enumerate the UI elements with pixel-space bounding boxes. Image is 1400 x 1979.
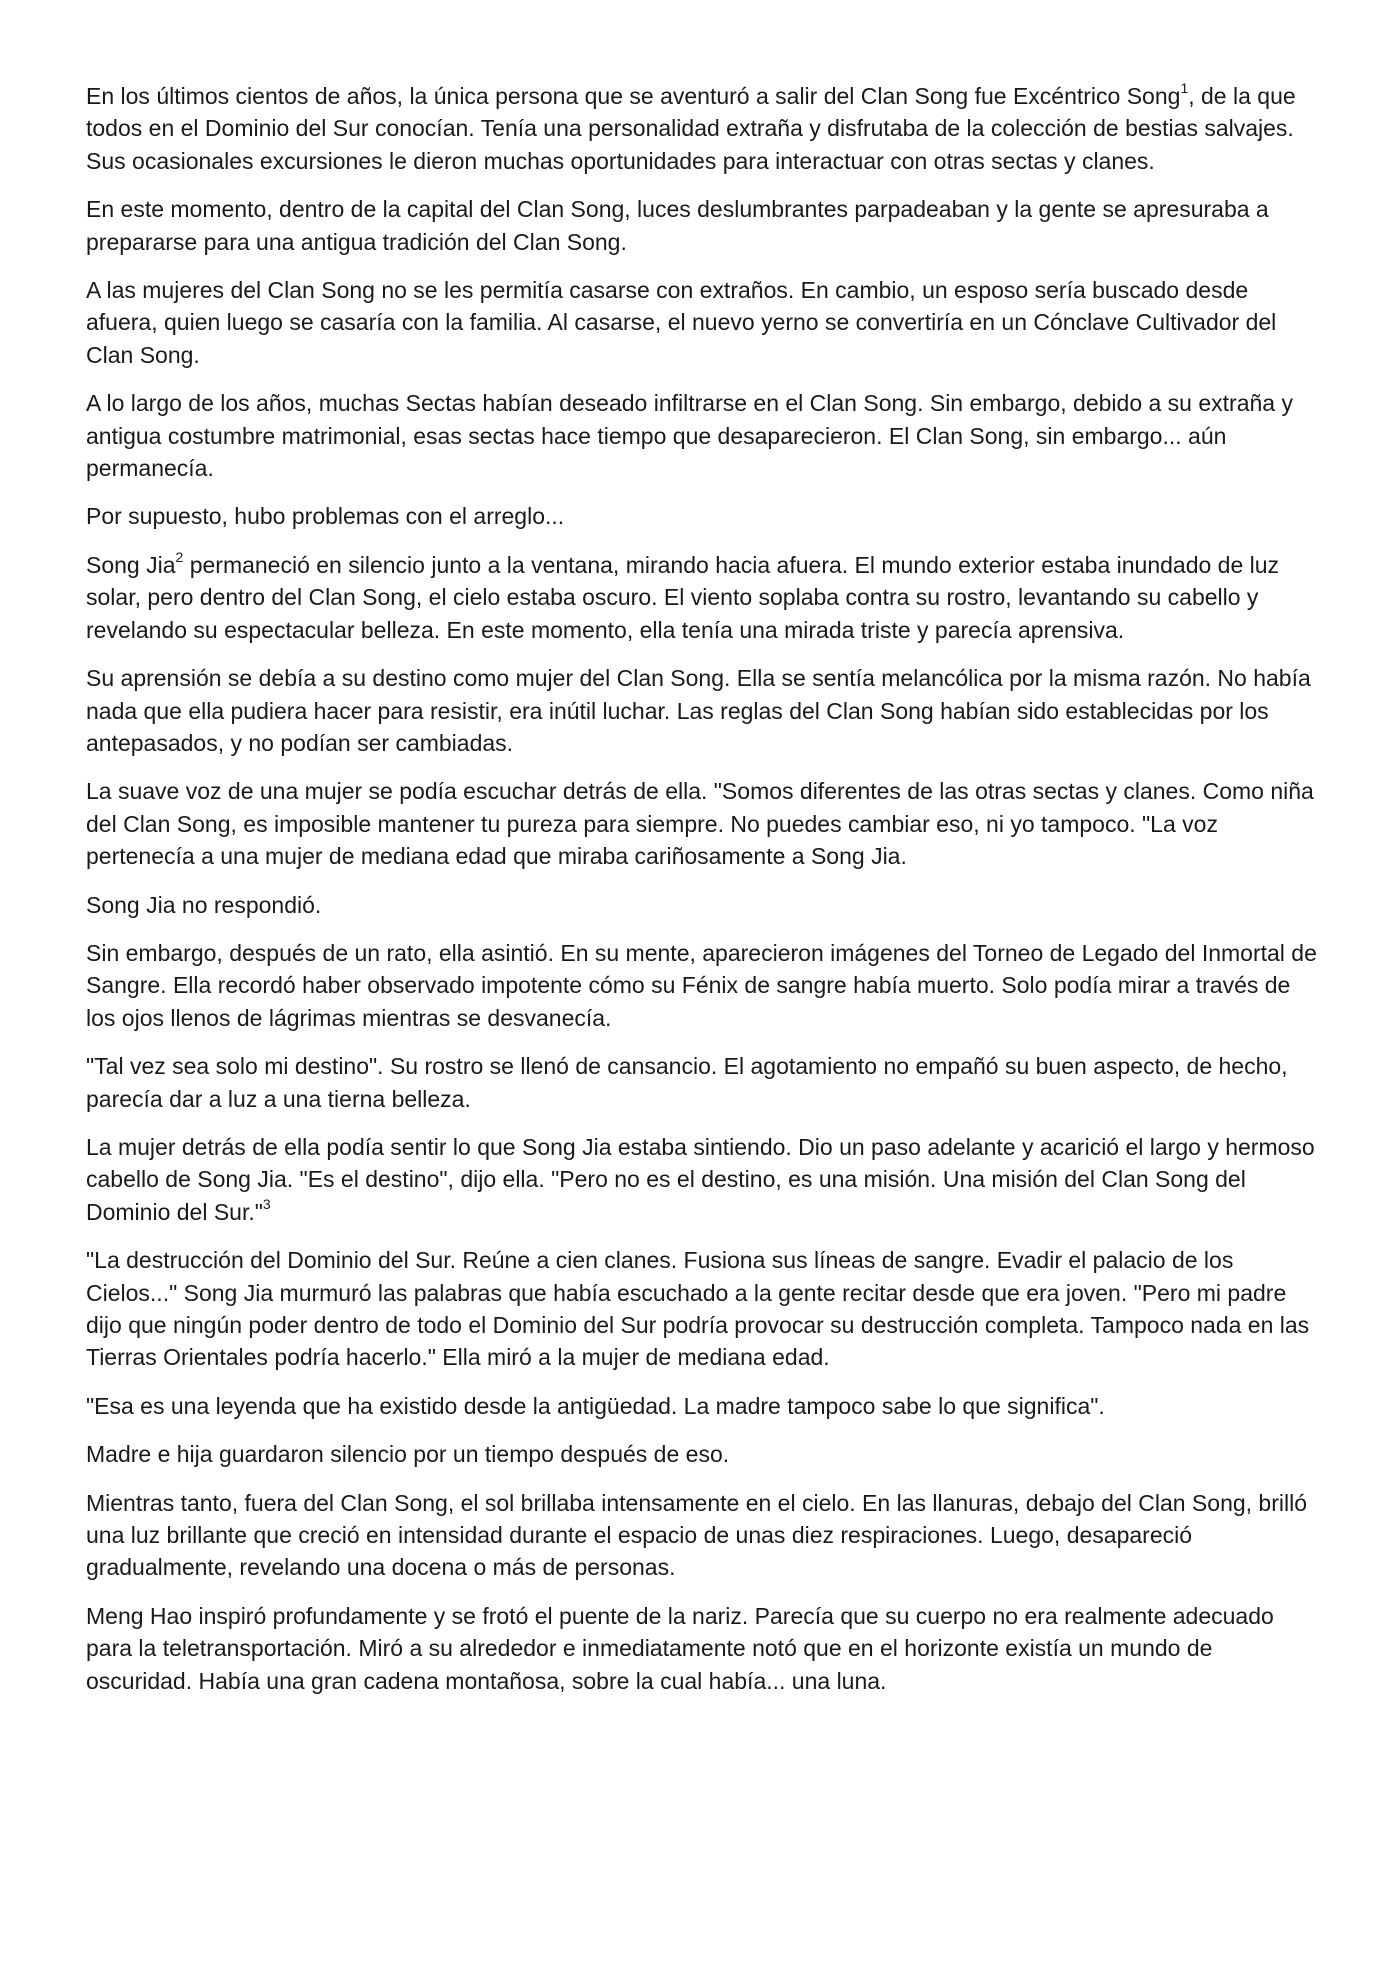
paragraph-16: Mientras tanto, fuera del Clan Song, el sol brillaba intensamente en el cielo. En las llanuras, debajo del Clan Song, brilló una luz brillante que creció en intensidad durante el espacio de unas diez respiraciones. Luego, desapareció gradualmente, revelando una docena o más de personas. xyxy=(86,1489,1307,1581)
paragraph-8: La suave voz de una mujer se podía escuchar detrás de ella. "Somos diferentes de las otras sectas y clanes. Como niña del Clan Song, es imposible mantener tu pureza para siempre. No puedes cambiar eso, ni yo tampoco. "La voz pertenecía a una mujer de mediana edad que miraba cariñosamente a Song Jia. xyxy=(86,778,1314,870)
paragraph-17: Meng Hao inspiró profundamente y se frotó el puente de la nariz. Parecía que su cuerpo no era realmente adecuado para la teletransportación. Miró a su alrededor e inmediatamente notó que en el horizonte existía un mundo de oscuridad. Había una gran cadena montañosa, sobre la cual había... una luna. xyxy=(86,1602,1274,1694)
footnote-marker-3: 3 xyxy=(262,1196,271,1213)
paragraph-6-text-continued: permaneció en silencio junto a la ventana, mirando hacia afuera. El mundo exterior estaba inundado de luz solar, pero dentro del Clan Song, el cielo estaba oscuro. El viento soplaba contra su rostro, levantando su cabello y revelando su espectacular belleza. En este momento, ella tenía una mirada triste y parecía aprensiva. xyxy=(86,551,1280,643)
paragraph-4: A lo largo de los años, muchas Sectas habían deseado infiltrarse en el Clan Song. Sin embargo, debido a su extraña y antigua costumbre matrimonial, esas sectas hace tiempo que desaparecieron. El Clan Song, sin embargo... aún permanecía. xyxy=(86,390,1293,482)
footnote-marker-1: 1 xyxy=(1180,80,1189,97)
paragraph-1-text-continued: , de la que todos en el Dominio del Sur conocían. Tenía una personalidad extraña y disfrutaba de la colección de bestias salvajes. Sus ocasionales excursiones le dieron muchas oportunidades para interactuar con otras sectas y clanes. xyxy=(86,83,1296,174)
paragraph-6 xyxy=(86,549,1322,646)
paragraph-6-text: Song Jia xyxy=(86,551,176,578)
paragraph-3: A las mujeres del Clan Song no se les permitía casarse con extraños. En cambio, un esposo sería buscado desde afuera, quien luego se casaría con la familia. Al casarse, el nuevo yerno se convertiría en un Cónclave Cultivador del Clan Song. xyxy=(86,277,1277,368)
paragraph-12 xyxy=(86,1131,1322,1228)
paragraph-12-text: La mujer detrás de ella podía sentir lo que Song Jia estaba sintiendo. Dio un paso adelante y acarició el largo y hermoso cabello de Song Jia. "Es el destino", dijo ella. "Pero no es el destino, es una misión. Una misión del Clan Song del Dominio del Sur." xyxy=(86,1133,1315,1225)
paragraph-13: "La destrucción del Dominio del Sur. Reúne a cien clanes. Fusiona sus líneas de sangre. Evadir el palacio de los Cielos..." Song Jia murmuró las palabras que había escuchado a la gente recitar desde que era joven. "Pero mi padre dijo que ningún poder dentro de todo el Dominio del Sur podría provocar su destrucción completa. Tampoco nada en las Tierras Orientales podría hacerlo." Ella miró a la mujer de mediana edad. xyxy=(86,1247,1310,1371)
paragraph-10: Sin embargo, después de un rato, ella asintió. En su mente, aparecieron imágenes del Torneo de Legado del Inmortal de Sangre. Ella recordó haber observado impotente cómo su Fénix de sangre había muerto. Solo podía mirar a través de los ojos llenos de lágrimas mientras se desvanecía. xyxy=(86,939,1317,1031)
footnote-marker-2: 2 xyxy=(175,549,184,566)
paragraph-5: Por supuesto, hubo problemas con el arreglo... xyxy=(86,503,565,530)
paragraph-15: Madre e hija guardaron silencio por un tiempo después de eso. xyxy=(86,1441,730,1468)
paragraph-14: "Esa es una leyenda que ha existido desde la antigüedad. La madre tampoco sabe lo que significa". xyxy=(86,1392,1105,1419)
paragraph-1 xyxy=(86,80,1322,177)
paragraph-2: En este momento, dentro de la capital del Clan Song, luces deslumbrantes parpadeaban y la gente se apresuraba a prepararse para una antigua tradición del Clan Song. xyxy=(86,196,1269,255)
paragraph-7: Su aprensión se debía a su destino como mujer del Clan Song. Ella se sentía melancólica por la misma razón. No había nada que ella pudiera hacer para resistir, era inútil luchar. Las reglas del Clan Song habían sido establecidas por los antepasados, y no podían ser cambiadas. xyxy=(86,665,1311,756)
paragraph-11: "Tal vez sea solo mi destino". Su rostro se llenó de cansancio. El agotamiento no empañó su buen aspecto, de hecho, parecía dar a luz a una tierna belleza. xyxy=(86,1053,1288,1112)
document-body xyxy=(86,80,1322,1713)
paragraph-1-text: En los últimos cientos de años, la única persona que se aventuró a salir del Clan Song fue Excéntrico Song xyxy=(86,83,1181,109)
paragraph-9: Song Jia no respondió. xyxy=(86,891,322,918)
